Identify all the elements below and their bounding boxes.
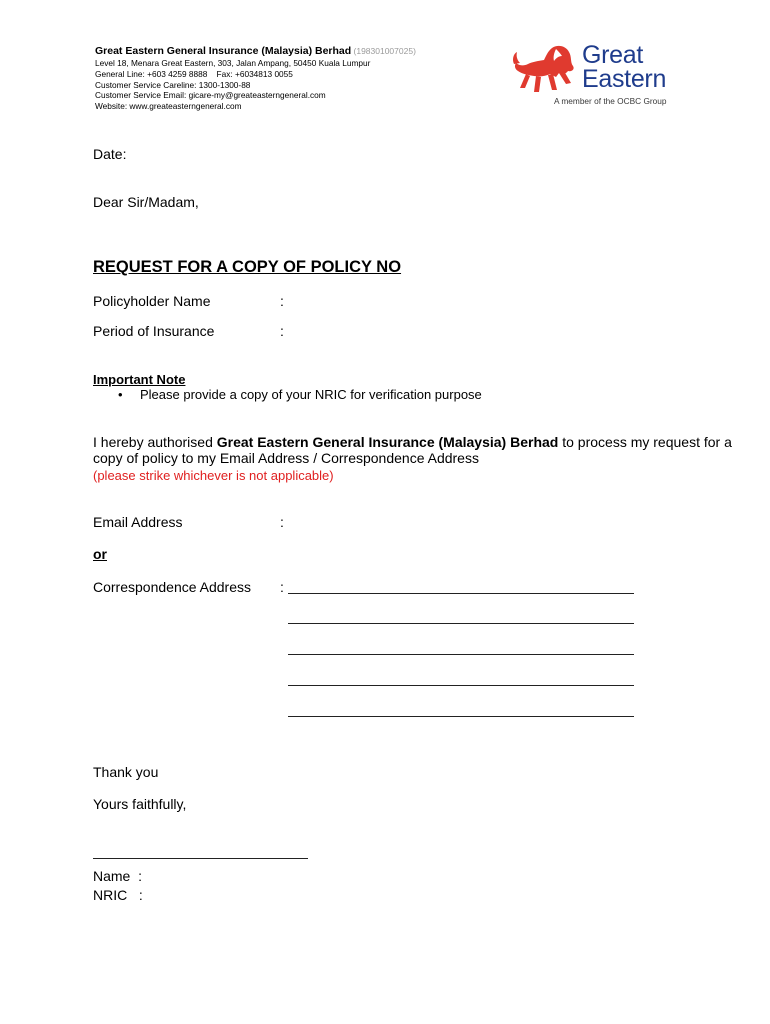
period-of-insurance-colon: : [280, 323, 284, 339]
closing: Yours faithfully, [93, 796, 187, 812]
address-line-2[interactable] [288, 623, 634, 624]
lion-icon [512, 44, 580, 100]
authorisation-paragraph [93, 434, 733, 484]
address-line-3[interactable] [288, 654, 634, 655]
great-eastern-logo [512, 42, 677, 112]
correspondence-address-label: Correspondence Address [93, 579, 251, 595]
note-text: Please provide a copy of your NRIC for verification purpose [140, 387, 482, 402]
salutation: Dear Sir/Madam, [93, 194, 199, 210]
email-address-label: Email Address [93, 514, 183, 530]
company-registration: (198301007025) [353, 46, 416, 56]
important-note-heading: Important Note [93, 372, 186, 387]
strike-instruction: (please strike whichever is not applicable) [93, 467, 334, 483]
note-bullet: • [118, 387, 123, 402]
or-label: or [93, 546, 107, 562]
address-line-5[interactable] [288, 716, 634, 717]
policyholder-name-label: Policyholder Name [93, 293, 211, 309]
authorisation-text-end: to process my request for a copy of policy to my Email Address / Correspondence Address [93, 434, 732, 467]
company-address: Level 18, Menara Great Eastern, 303, Jalan Ampang, 50450 Kuala Lumpur [95, 58, 371, 68]
company-website: Website: www.greateasterngeneral.com [95, 101, 242, 112]
letter-title: REQUEST FOR A COPY OF POLICY NO [93, 258, 402, 276]
address-line-1[interactable] [288, 593, 634, 594]
logo-tagline: A member of the OCBC Group [554, 96, 667, 106]
name-label: Name : [93, 868, 143, 884]
signature-line[interactable] [93, 858, 308, 859]
company-careline: Customer Service Careline: 1300-1300-88 [95, 79, 251, 90]
nric-label: NRIC : [93, 887, 143, 903]
logo-word-eastern: Eastern [582, 65, 667, 93]
company-email: Customer Service Email: gicare-my@greateasterngeneral.com [95, 90, 326, 101]
authorisation-text-start: I hereby authorised [93, 434, 217, 450]
logo-word-great: Great [582, 41, 644, 69]
company-general-line: General Line: +603 4259 8888 Fax: +6034813 0055 [95, 68, 293, 79]
date-label: Date: [93, 146, 127, 162]
email-address-colon: : [280, 514, 284, 530]
period-of-insurance-label: Period of Insurance [93, 323, 215, 339]
address-line-4[interactable] [288, 685, 634, 686]
correspondence-address-colon: : [280, 579, 284, 595]
thank-you: Thank you [93, 764, 159, 780]
company-name: Great Eastern General Insurance (Malaysia) Berhad [95, 45, 352, 57]
policyholder-name-colon: : [280, 293, 284, 309]
authorisation-company-name: Great Eastern General Insurance (Malaysia) Berhad [216, 434, 559, 450]
company-header [95, 45, 416, 112]
